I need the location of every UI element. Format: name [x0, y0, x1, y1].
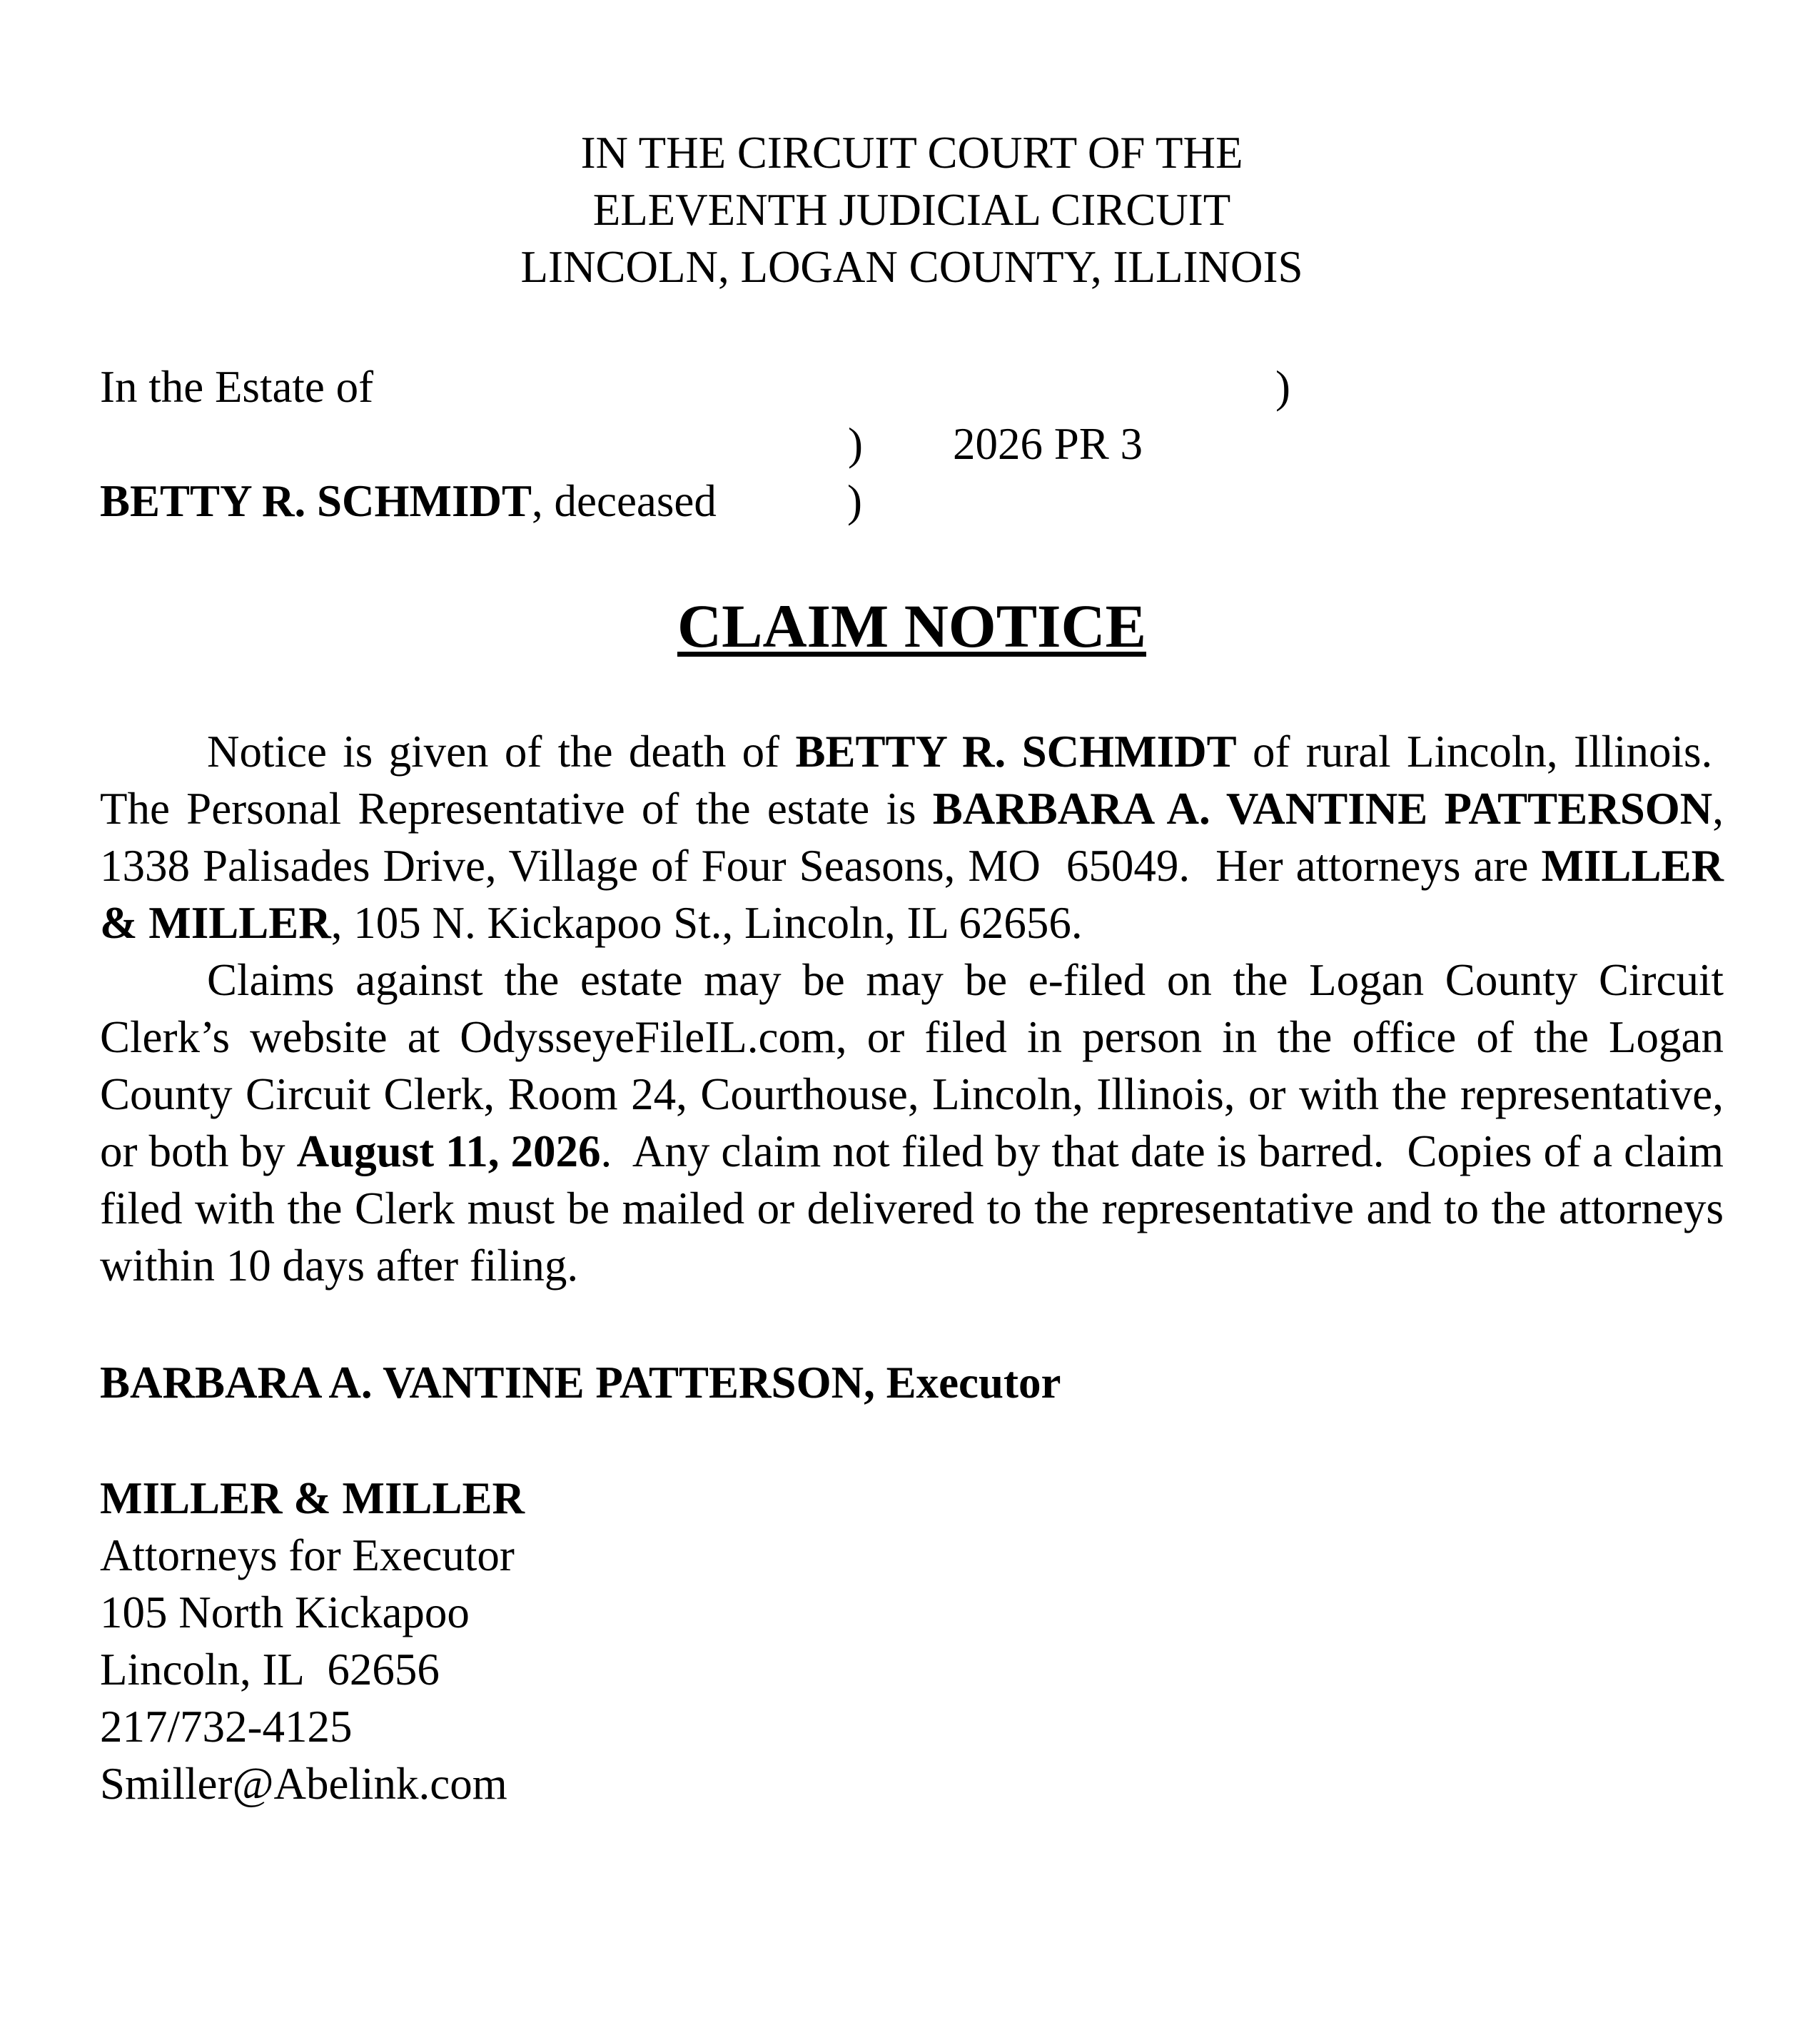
- court-header-line-3: LINCOLN, LOGAN COUNTY, ILLINOIS: [520, 242, 1303, 292]
- firm-block-line-2: Attorneys for Executor: [100, 1530, 515, 1580]
- court-header-line-2: ELEVENTH JUDICIAL CIRCUIT: [592, 185, 1231, 235]
- document-title: [100, 591, 1724, 662]
- text-run: Claims against the estate may be may be e-filed on the Logan County Circuit Clerk’s website at OdysseyeFileIL.com, or filed in person in the office of the Logan County Circuit Clerk, Room 24, Courthouse, Lincoln, Illinois, or with the representative, or both by: [100, 955, 1724, 1176]
- text-run-bold: BETTY R. SCHMIDT: [795, 727, 1237, 777]
- text-run-bold: BARBARA A. VANTINE PATTERSON: [932, 784, 1713, 834]
- attorney-firm-block: [100, 1470, 1724, 1812]
- text-run: , 105 N. Kickapoo St., Lincoln, IL 62656.: [330, 898, 1083, 948]
- caption-line-estate: [100, 358, 1724, 415]
- notice-body: [100, 723, 1724, 1294]
- estate-intro-text: In the Estate of: [100, 362, 374, 412]
- caption-paren-3: ): [847, 476, 862, 526]
- caption-line-decedent: [100, 473, 1724, 530]
- firm-block-line-3: 105 North Kickapoo: [100, 1587, 470, 1637]
- caption-paren-1: ): [1275, 362, 1290, 412]
- firm-block-line-6: Smiller@Abelink.com: [100, 1759, 507, 1809]
- case-caption: [100, 358, 1724, 530]
- firm-block-line-5: 217/732-4125: [100, 1702, 353, 1752]
- text-run: Notice is given of the death of: [207, 727, 796, 777]
- court-header-line-1: IN THE CIRCUIT COURT OF THE: [580, 128, 1243, 178]
- notice-paragraph-2: [100, 951, 1724, 1294]
- text-run-bold: August 11, 2026: [296, 1126, 601, 1176]
- document-title-text: CLAIM NOTICE: [677, 592, 1146, 660]
- notice-paragraph-1: [100, 723, 1724, 951]
- case-number: 2026 PR 3: [953, 419, 1143, 469]
- text-run: of rural Lincoln, Illinois. The Personal Representative of the estate is: [100, 727, 1724, 834]
- caption-paren-2: ): [848, 419, 863, 469]
- text-run-bold: MILLER & MILLER: [100, 841, 1724, 948]
- text-run: , 1338 Palisades Drive, Village of Four Seasons, MO 65049. Her attorneys are: [100, 784, 1724, 891]
- court-header: [100, 124, 1724, 296]
- firm-block-line-4: Lincoln, IL 62656: [100, 1645, 440, 1695]
- firm-block-line-1: MILLER & MILLER: [100, 1473, 525, 1523]
- decedent-suffix: , deceased: [532, 476, 717, 526]
- decedent-name: BETTY R. SCHMIDT: [100, 476, 532, 526]
- executor-signature-line: BARBARA A. VANTINE PATTERSON, Executor: [100, 1358, 1061, 1408]
- caption-line-case-number: [100, 415, 1724, 473]
- text-run: . Any claim not filed by that date is barred. Copies of a claim filed with the Clerk must be mailed or delivered to the representative and to the attorneys within 10 days after filing.: [100, 1126, 1724, 1291]
